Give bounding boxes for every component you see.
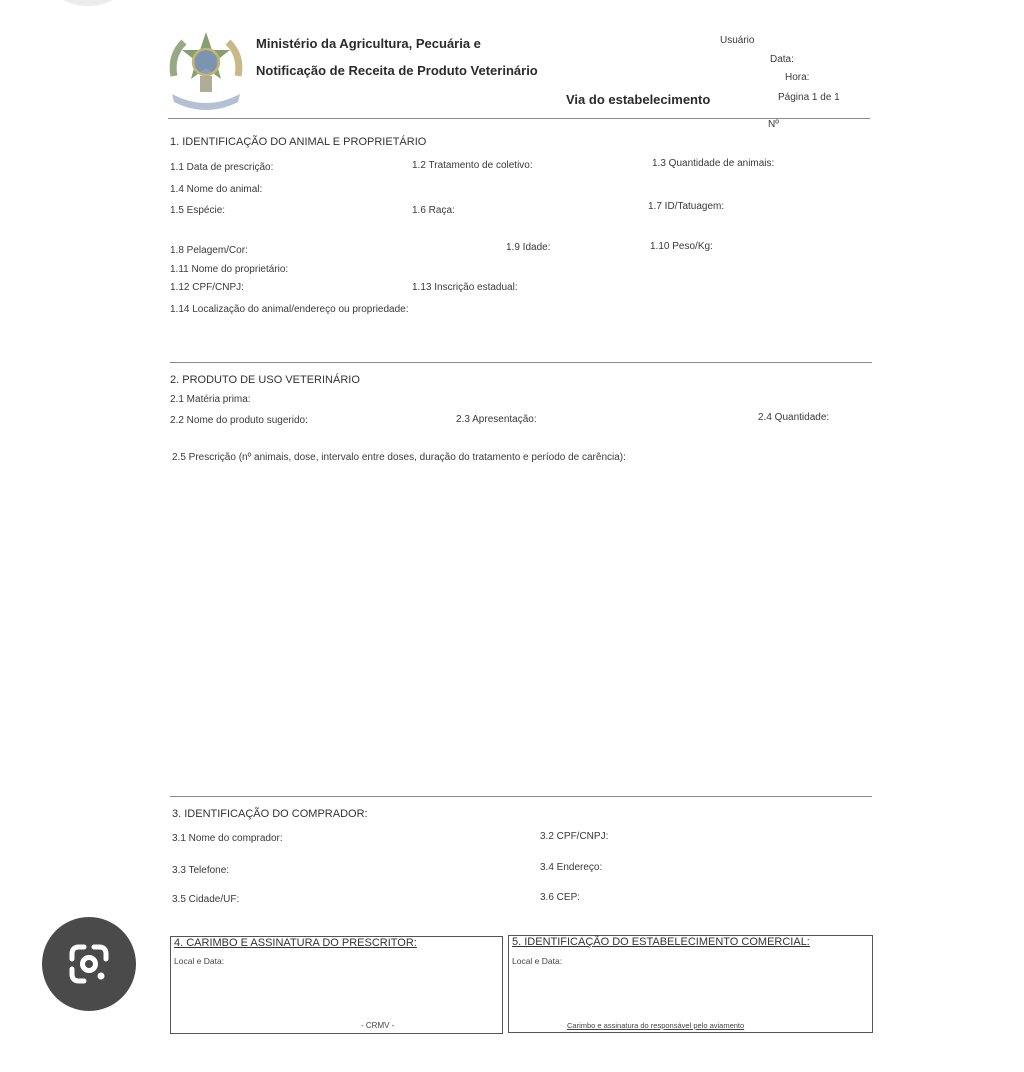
time-label: Hora: bbox=[785, 72, 810, 83]
brazil-coat-of-arms-icon bbox=[164, 28, 248, 112]
usuario-label: Usuário bbox=[720, 35, 755, 46]
field-collective-treatment: 1.2 Tratamento de coletivo: bbox=[412, 160, 533, 171]
field-coat-color: 1.8 Pelagem/Cor: bbox=[170, 245, 248, 256]
header-divider bbox=[168, 118, 870, 119]
field-owner-name: 1.11 Nome do proprietário: bbox=[170, 264, 289, 275]
field-age: 1.9 Idade: bbox=[506, 242, 551, 253]
document-title: Notificação de Receita de Produto Veterinário bbox=[256, 63, 538, 78]
field-buyer-cpf-cnpj: 3.2 CPF/CNPJ: bbox=[540, 831, 609, 842]
section-1-title: 1. IDENTIFICAÇÃO DO ANIMAL E PROPRIETÁRIO bbox=[170, 136, 427, 148]
field-quantity: 2.4 Quantidade: bbox=[758, 412, 830, 423]
section-1-divider bbox=[170, 362, 872, 363]
page-number: Página 1 de 1 bbox=[778, 92, 840, 103]
field-buyer-name: 3.1 Nome do comprador: bbox=[172, 833, 283, 844]
field-suggested-product: 2.2 Nome do produto sugerido: bbox=[170, 415, 308, 426]
section-3-title: 3. IDENTIFICAÇÃO DO COMPRADOR: bbox=[172, 808, 368, 820]
field-prescription-date: 1.1 Data de prescrição: bbox=[170, 162, 274, 173]
field-weight: 1.10 Peso/Kg: bbox=[650, 241, 713, 252]
prescriber-signature-box bbox=[170, 936, 503, 1034]
field-prescription-details: 2.5 Prescrição (nº animais, dose, intervalo entre doses, duração do tratamento e período de carência): bbox=[172, 452, 626, 463]
section-4-title: 4. CARIMBO E ASSINATURA DO PRESCRITOR: bbox=[174, 937, 417, 949]
establishment-box bbox=[508, 935, 873, 1033]
field-buyer-phone: 3.3 Telefone: bbox=[172, 865, 230, 876]
section-5-title: 5. IDENTIFICAÇÃO DO ESTABELECIMENTO COMERCIAL: bbox=[512, 936, 810, 948]
field-animal-location: 1.14 Localização do animal/endereço ou propriedade: bbox=[170, 304, 409, 315]
top-edge-shadow bbox=[58, 0, 118, 6]
section-2-title: 2. PRODUTO DE USO VETERINÁRIO bbox=[170, 374, 360, 386]
date-label: Data: bbox=[770, 54, 794, 65]
field-presentation: 2.3 Apresentação: bbox=[456, 414, 537, 425]
prescriber-local-date: Local e Data: bbox=[174, 956, 225, 966]
google-lens-icon bbox=[42, 917, 136, 1011]
establishment-local-date: Local e Data: bbox=[512, 956, 563, 966]
via-label: Via do estabelecimento bbox=[566, 92, 711, 107]
field-state-registration: 1.13 Inscrição estadual: bbox=[412, 282, 518, 293]
field-id-tattoo: 1.7 ID/Tatuagem: bbox=[648, 201, 725, 212]
field-buyer-cep: 3.6 CEP: bbox=[540, 892, 581, 903]
field-animal-name: 1.4 Nome do animal: bbox=[170, 184, 263, 195]
dispenser-signature-label: Carimbo e assinatura do responsável pelo aviamento bbox=[567, 1021, 745, 1030]
lens-button[interactable] bbox=[42, 917, 136, 1011]
document-number-label: Nº bbox=[768, 119, 779, 130]
field-raw-material: 2.1 Matéria prima: bbox=[170, 394, 251, 405]
field-animal-quantity: 1.3 Quantidade de animais: bbox=[652, 158, 775, 169]
field-buyer-city: 3.5 Cidade/UF: bbox=[172, 894, 240, 905]
crmv-label: - CRMV - bbox=[361, 1021, 395, 1030]
field-buyer-address: 3.4 Endereço: bbox=[540, 862, 603, 873]
section-2-divider bbox=[170, 796, 872, 797]
field-breed: 1.6 Raça: bbox=[412, 205, 455, 216]
field-owner-cpf-cnpj: 1.12 CPF/CNPJ: bbox=[170, 282, 244, 293]
ministry-name: Ministério da Agricultura, Pecuária e bbox=[256, 36, 481, 51]
field-species: 1.5 Espécie: bbox=[170, 205, 226, 216]
